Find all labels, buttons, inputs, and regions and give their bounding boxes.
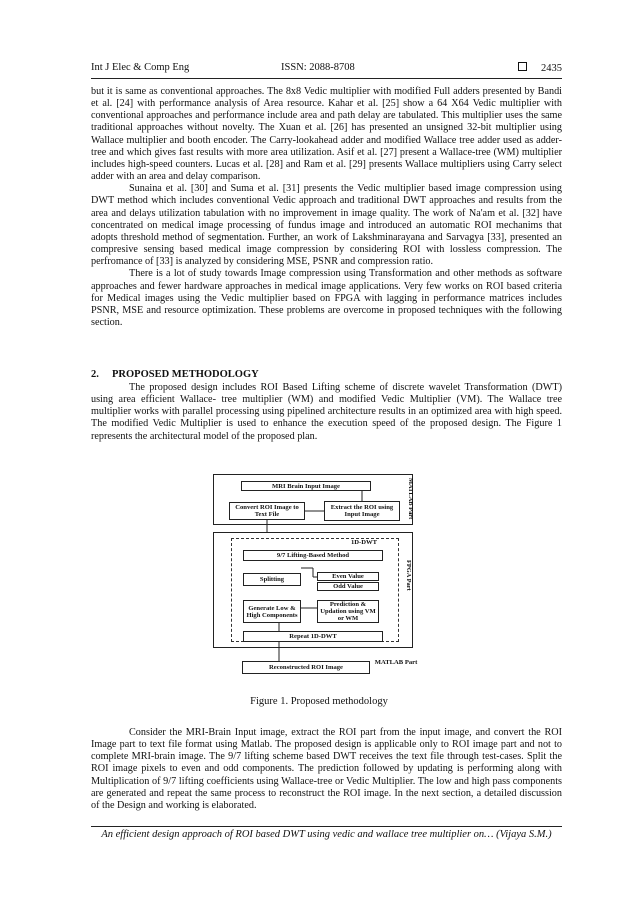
paragraph-3: There is a lot of study towards Image compression using Transformation and other methods as software approaches and fewer hardware approaches in medical image applications. Very few works on ROI based criteria for Medical images using the Vedic multiplier based on FPGA with lagging in performance matrices includes PSNR, MSE and resource optimization. These problems are overcome in proposed techniques with the following section. [91, 268, 562, 328]
reconstructed-roi-box: Reconstructed ROI Image [242, 661, 370, 674]
square-icon [518, 62, 527, 71]
running-footer: An efficient design approach of ROI based DWT using vedic and wallace tree multiplier on… (Vijaya S.M.) [101, 829, 552, 840]
extract-roi-box: Extract the ROI using Input Image [324, 501, 400, 521]
figure-caption: Figure 1. Proposed methodology [250, 696, 388, 707]
closing-text [91, 727, 562, 812]
generate-components-box: Generate Low & High Components [243, 600, 301, 623]
page-number: 2435 [541, 63, 562, 74]
prediction-updation-box: Prediction & Updation using VM or WM [317, 600, 379, 623]
running-header [91, 62, 562, 76]
methodology-paragraph: The proposed design includes ROI Based Lifting scheme of discrete wavelet Transformation (DWT) using area efficient Wallace- tree multiplier (WM) and modified Vedic Multiplier (VM). The Wallace tree multiplier works with parallel processing using pipelined architecture results in an optimized area with high speed. The modified Vedic Multiplier is used to enhance the execution speed of the proposed design. The Figure 1 represents the architectural model of the proposed plan. [91, 382, 562, 442]
matlab-bottom-label: MATLAB Part [374, 659, 418, 666]
matlab-side-label: MATLAB Part [407, 478, 414, 520]
fpga-side-label: FPGA Part [405, 560, 412, 591]
repeat-dwt-box: Repeat 1D-DWT [243, 631, 383, 642]
intro-text [91, 86, 562, 329]
journal-name: Int J Elec & Comp Eng [91, 62, 190, 73]
section-heading [91, 369, 259, 380]
splitting-box: Splitting [243, 573, 301, 586]
methodology-figure [213, 474, 421, 682]
paragraph-2: Sunaina et al. [30] and Suma et al. [31] presents the Vedic multiplier based image compression using DWT method which includes conventional Vedic approach and traditional DWT approaches and results from the area and delays utilization tabulation with no improvement in image quality. The work of Na'am et al. [32] have concentrated on medical image processing of fundus image and introduced an automatic ROI mechanims that adopts threshold method of segmentation. Further, an work of Lakshminarayana and Sarvagya [33], presented an compresive sensing based medical image compression by considering ROI with lossless compression. The perfromance of [33] is analyzed by considering MSE, PSNR and compression ratio. [91, 183, 562, 268]
section-number: 2. [91, 369, 99, 380]
issn: ISSN: 2088-8708 [281, 62, 355, 73]
closing-paragraph: Consider the MRI-Brain Input image, extract the ROI part from the input image, and convert the ROI Image part to text file format using Matlab. The proposed design is applicable only to ROI image part and not to complete MRI-brain image. The 9/7 lifting scheme based DWT receives the text file through test-cases. Split the ROI image pixels to even and odd components. The prediction followed by updating is performing along with Multiplication of 9/7 lifting coefficients using Wallace-tree or Vedic Multiplier. The low and high pass components are generated and repeat the same process to reconstruct the ROI image. In the next section, a detailed discussion of the Design and working is elaborated. [91, 727, 562, 811]
mri-input-box: MRI Brain Input Image [241, 481, 371, 491]
convert-roi-box: Convert ROI Image to Text File [229, 502, 305, 520]
paragraph-1: but it is same as conventional approaches. The 8x8 Vedic multiplier with modified Full adders presented by Bandi et al. [24] with performance analysis of Area resource. Kahar et al. [25] show a 64 X64 Vedic multiplier with conventional approaches and performance include area and path delay are tabulated. This multiplier uses the same traditional approaches without novelty. The Xuan et al. [26] has presented an unsigned 32-bit multiplier using Wallace multiplier and booth encoder. The Carry-lookahead adder and modified Wallace tree adder used as adder-tree and which gives fast results with more area utilization. Asif et al. [27] present a Wallace-tree (WM) multiplier includes high-speed counters. Lucas et al. [28] and Ram et al. [29] presents Wallace multipliers using Carry select adder with an area and delay comparison. [91, 86, 562, 183]
page-number-block [518, 62, 562, 74]
even-value-box: Even Value [317, 572, 379, 581]
header-rule [91, 78, 562, 79]
section-text [91, 382, 562, 443]
odd-value-box: Odd Value [317, 582, 379, 591]
dwt-title: 1D-DWT [339, 539, 389, 546]
section-title: PROPOSED METHODOLOGY [112, 369, 259, 380]
footer-rule [91, 826, 562, 827]
lifting-box: 9/7 Lifting-Based Method [243, 550, 383, 561]
